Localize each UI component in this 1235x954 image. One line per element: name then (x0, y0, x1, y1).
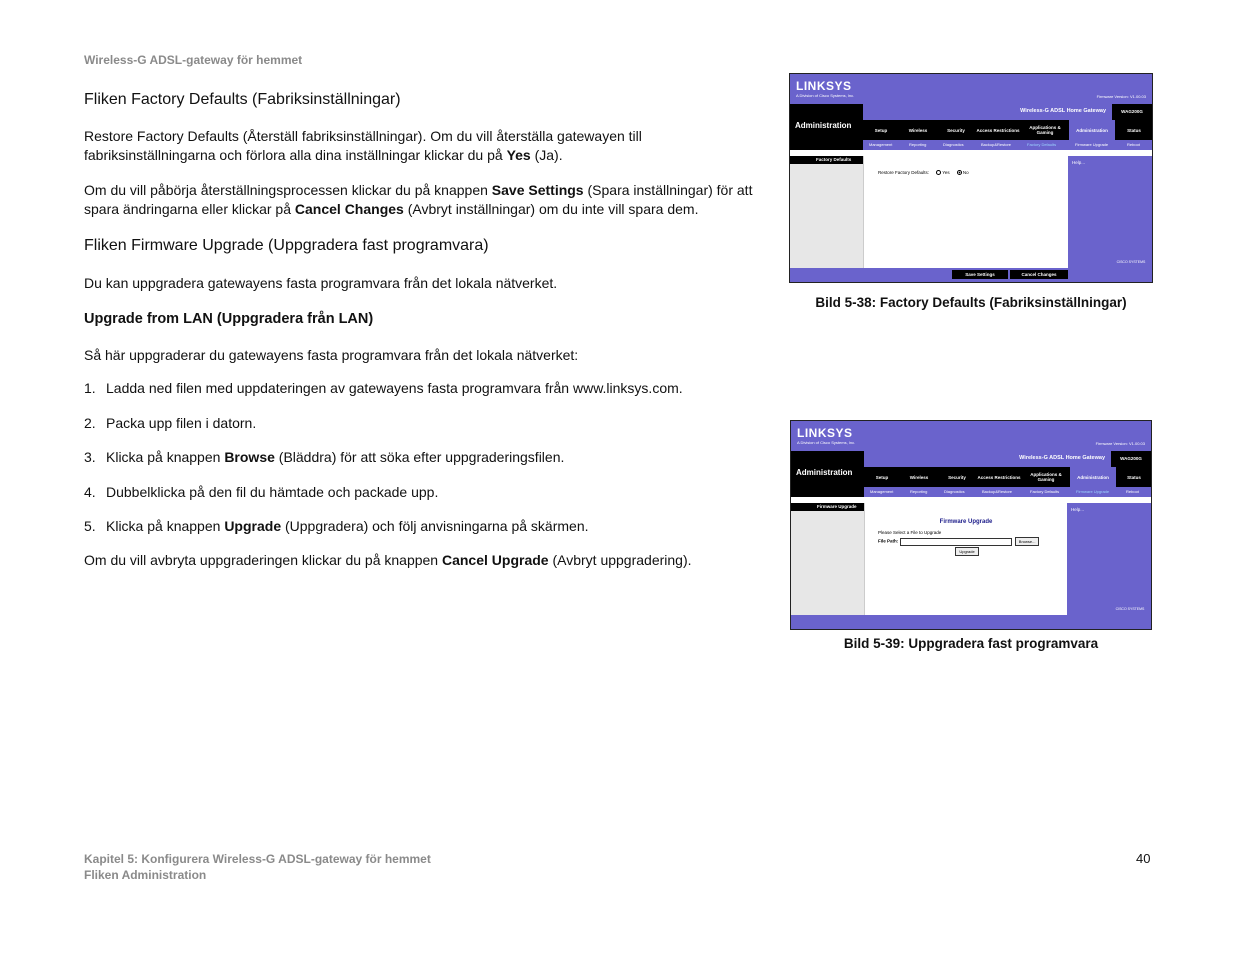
subtab-reboot[interactable]: Reboot (1126, 489, 1139, 494)
subtab-diagnostics[interactable]: Diagnostics (943, 142, 964, 147)
subtab-diagnostics[interactable]: Diagnostics (944, 489, 965, 494)
save-settings-button[interactable]: Save Settings (952, 270, 1008, 279)
list-item: 1. Ladda ned filen med uppdateringen av gatewayens fasta programvara från www.linksys.com. (84, 380, 683, 396)
firmware-version: Firmware Version: V1.00.03 (1095, 441, 1145, 446)
tab-administration[interactable]: Administration (1069, 120, 1115, 140)
model-label: WAG200G (1112, 104, 1152, 120)
figure-caption-1: Bild 5-38: Factory Defaults (Fabriksinställningar) (815, 295, 1127, 310)
model-label: WAG200G (1111, 451, 1151, 467)
tab-status[interactable]: Status (1127, 127, 1141, 133)
subtab-reboot[interactable]: Reboot (1127, 142, 1140, 147)
upgrade-button[interactable]: Upgrade (955, 547, 978, 556)
left-panel (791, 511, 864, 615)
tab-access-restrictions[interactable]: Access Restrictions (976, 127, 1020, 133)
running-header: Wireless-G ADSL-gateway för hemmet (84, 53, 303, 67)
tab-status[interactable]: Status (1127, 474, 1141, 480)
sub-tabs (863, 140, 1152, 150)
paragraph-upgrade-steps-intro: Så här uppgraderar du gatewayens fasta programvara från det lokala nätverket: (84, 347, 579, 363)
footer-section: Fliken Administration (84, 868, 207, 882)
radio-yes[interactable] (936, 170, 941, 175)
subtab-firmware-upgrade[interactable]: Firmware Upgrade (1076, 489, 1110, 494)
no-label: No (962, 170, 969, 175)
admin-block (790, 104, 863, 150)
footer-chapter: Kapitel 5: Konfigurera Wireless-G ADSL-gateway för hemmet (84, 852, 431, 866)
main-tabs (863, 120, 1152, 140)
cancel-changes-button[interactable]: Cancel Changes (1010, 270, 1068, 279)
left-panel (790, 164, 863, 268)
tab-administration[interactable]: Administration (1070, 467, 1116, 487)
restore-label: Restore Factory Defaults: (878, 170, 930, 175)
firmware-version: Firmware Version: V1.00.03 (1096, 94, 1146, 99)
section-title-firmware-upgrade: Fliken Firmware Upgrade (Uppgradera fast programvara) (84, 237, 489, 254)
logo-subtitle: A Division of Cisco Systems, Inc. (797, 440, 856, 445)
tab-security[interactable]: Security (948, 474, 966, 480)
file-path-input[interactable] (900, 538, 1012, 546)
file-path-row (878, 537, 1039, 546)
figure-firmware-upgrade (790, 420, 1152, 630)
subtab-factory-defaults[interactable]: Factory Defaults (1030, 489, 1060, 494)
bottom-bar (790, 268, 1068, 282)
bottom-bar (791, 615, 1067, 629)
subtab-firmware-upgrade[interactable]: Firmware Upgrade (1075, 142, 1109, 147)
linksys-logo: LINKSYS (797, 426, 853, 440)
product-bar (863, 104, 1152, 120)
figure-caption-2: Bild 5-39: Uppgradera fast programvara (843, 636, 1099, 651)
cisco-logo: CISCO SYSTEMS (1116, 260, 1146, 264)
restore-row (878, 170, 969, 175)
section-label: Firmware Upgrade (791, 503, 864, 511)
content-area (864, 503, 1067, 615)
subtab-management[interactable]: Management (870, 489, 894, 494)
subtab-management[interactable]: Management (869, 142, 893, 147)
router-top-bar (790, 74, 1152, 104)
tab-setup[interactable]: Setup (875, 474, 889, 480)
upgrade-row (865, 547, 1067, 556)
paragraph-upgrade-intro: Du kan uppgradera gatewayens fasta programvara från det lokala nätverket. (84, 275, 558, 291)
tab-setup[interactable]: Setup (874, 127, 888, 133)
product-name: Wireless-G ADSL Home Gateway (1019, 455, 1105, 461)
firmware-upgrade-title: Firmware Upgrade (939, 519, 993, 525)
yes-label: Yes (942, 170, 950, 175)
tab-access-restrictions[interactable]: Access Restrictions (977, 474, 1021, 480)
admin-label: Administration (795, 121, 852, 130)
help-panel (1067, 503, 1151, 629)
admin-label: Administration (796, 468, 853, 477)
list-item: 4. Dubbelklicka på den fil du hämtade och packade upp. (84, 484, 439, 500)
sub-tabs (864, 487, 1151, 497)
tab-applications-gaming[interactable]: Applications & Gaming (1030, 472, 1062, 482)
content-area (863, 156, 1068, 268)
radio-no[interactable] (957, 170, 962, 175)
linksys-logo: LINKSYS (796, 79, 852, 93)
help-link[interactable]: Help... (1072, 160, 1086, 165)
browse-button[interactable]: Browse... (1015, 537, 1040, 546)
list-item: 5. Klicka på knappen Upgrade (Uppgradera) och följ anvisningarna på skärmen. (84, 518, 589, 534)
main-tabs (864, 467, 1151, 487)
tab-wireless[interactable]: Wireless (908, 127, 928, 133)
paragraph-cancel-upgrade: Om du vill avbryta uppgraderingen klickar du på knappen Cancel Upgrade (Avbryt uppgradering). (84, 552, 692, 568)
admin-block (791, 451, 864, 497)
cisco-logo: CISCO SYSTEMS (1115, 607, 1145, 611)
section-title-factory-defaults: Fliken Factory Defaults (Fabriksinställningar) (84, 91, 401, 108)
file-path-label: File Path: (878, 538, 899, 544)
figure-factory-defaults (789, 73, 1153, 283)
help-link[interactable]: Help... (1071, 507, 1085, 512)
subtab-backup-restore[interactable]: Backup&Restore (982, 489, 1013, 494)
tab-applications-gaming[interactable]: Applications & Gaming (1029, 125, 1061, 135)
paragraph-save-settings: Om du vill påbörja återställningsprocessen klickar du på knappen Save Settings (Spara inställningar) för att spara ändringarna eller klickar på Cancel Changes (Avbryt inställningar) om du inte vill spara dem. (84, 182, 753, 217)
subtab-reporting[interactable]: Reporting (909, 142, 927, 147)
help-panel (1068, 156, 1152, 282)
subsection-title-upgrade-lan: Upgrade from LAN (Uppgradera från LAN) (84, 311, 374, 327)
router-top-bar (791, 421, 1151, 451)
subtab-factory-defaults[interactable]: Factory Defaults (1027, 142, 1057, 147)
page-number: 40 (1136, 851, 1151, 866)
list-item: 2. Packa upp filen i datorn. (84, 415, 257, 431)
tab-wireless[interactable]: Wireless (909, 474, 929, 480)
section-label: Factory Defaults (790, 156, 863, 164)
list-item: 3. Klicka på knappen Browse (Bläddra) för att söka efter uppgraderingsfilen. (84, 449, 565, 465)
paragraph-restore: Restore Factory Defaults (Återställ fabriksinställningar). Om du vill återställa gatewayen till fabriksinställningarna och förlora alla dina inställningar klickar du på Yes (Ja). (84, 128, 642, 163)
tab-security[interactable]: Security (947, 127, 965, 133)
subtab-reporting[interactable]: Reporting (910, 489, 928, 494)
product-name: Wireless-G ADSL Home Gateway (1020, 108, 1106, 114)
subtab-backup-restore[interactable]: Backup&Restore (981, 142, 1012, 147)
select-file-label: Please Select a File to Upgrade (878, 530, 942, 535)
logo-subtitle: A Division of Cisco Systems, Inc. (796, 93, 855, 98)
product-bar (864, 451, 1151, 467)
